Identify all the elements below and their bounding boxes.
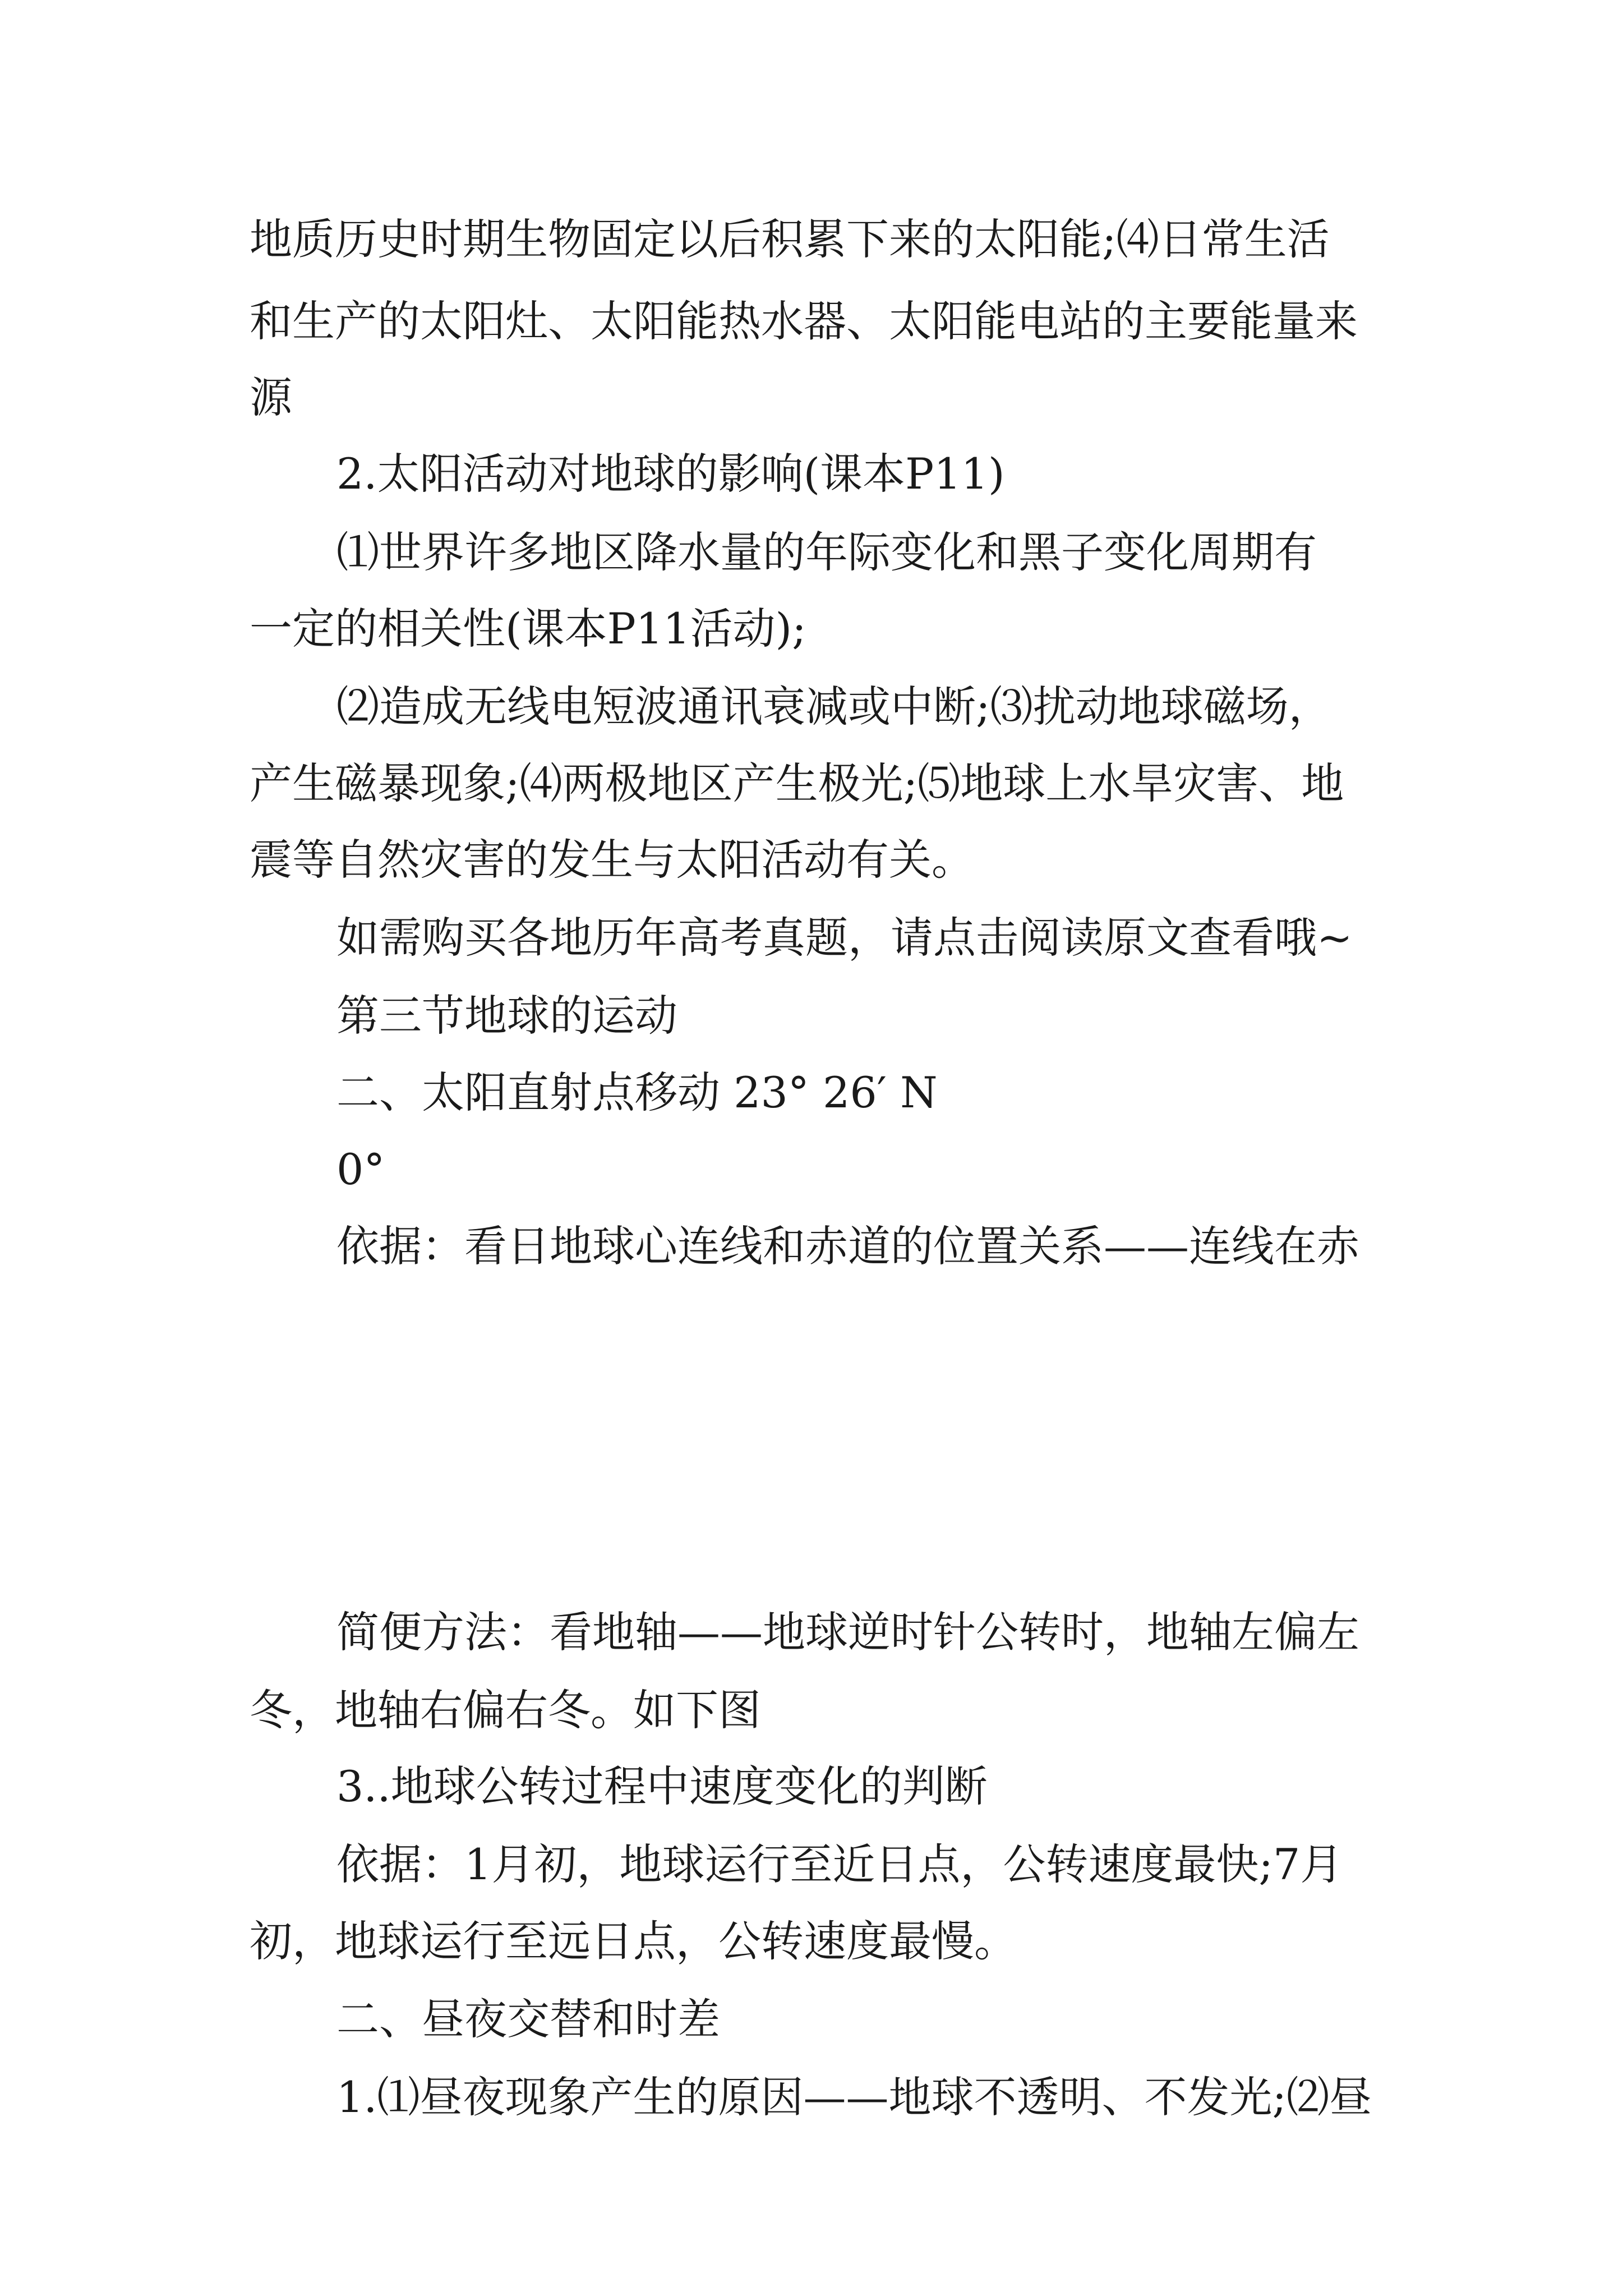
text-line: 第三节地球的运动: [336, 991, 677, 1041]
text-line: ⑵造成无线电短波通讯衰减或中断;⑶扰动地球磁场，: [336, 682, 1331, 731]
text-line: 简便方法：看地轴——地球逆时针公转时，地轴左偏左: [336, 1607, 1359, 1657]
text-line: 二、太阳直射点移动 23° 26′ N: [336, 1068, 938, 1117]
text-line: [250, 1448, 1388, 1510]
text-line: 冬，地轴右偏右冬。如下图: [250, 1685, 761, 1735]
text-line: 地质历史时期生物固定以后积累下来的太阳能;⑷日常生活: [250, 214, 1330, 264]
text-line: 0°: [336, 1144, 385, 1194]
text-line: 依据：1月初，地球运行至近日点，公转速度最快;7月: [336, 1839, 1343, 1889]
text-line: 和生产的太阳灶、太阳能热水器、太阳能电站的主要能量来: [250, 296, 1358, 346]
text-line: [250, 1294, 1388, 1355]
text-line: 震等自然灾害的发生与太阳活动有关。: [250, 835, 974, 885]
text-line: 初，地球运行至远日点，公转速度最慢。: [250, 1916, 1017, 1966]
text-line: 一定的相关性(课本P11活动);: [250, 604, 806, 654]
text-line: 依据：看日地球心连线和赤道的位置关系——连线在赤: [336, 1221, 1359, 1271]
text-line: 产生磁暴现象;⑷两极地区产生极光;⑸地球上水旱灾害、地: [250, 758, 1344, 808]
text-line: 源: [250, 372, 292, 422]
text-line: 二、昼夜交替和时差: [336, 1994, 720, 2044]
text-line: 3..地球公转过程中速度变化的判断: [336, 1761, 988, 1811]
text-line: 2.太阳活动对地球的影响(课本P11): [336, 449, 1005, 499]
text-line: ⑴世界许多地区降水量的年际变化和黑子变化周期有: [336, 527, 1317, 577]
text-line: [250, 1370, 1388, 1432]
text-line: [250, 1524, 1388, 1585]
text-line: 1.⑴昼夜现象产生的原因——地球不透明、不发光;⑵昼: [336, 2072, 1372, 2122]
text-line: 如需购买各地历年高考真题，请点击阅读原文查看哦~: [336, 913, 1353, 963]
